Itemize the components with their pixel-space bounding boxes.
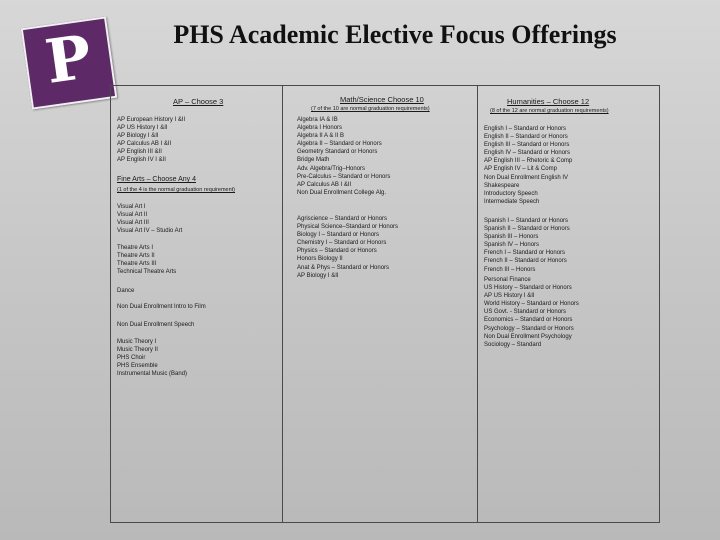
science-list — [297, 215, 398, 280]
list-item: Non Dual Enrollment Psychology — [484, 333, 572, 340]
list-item: AP US History I &II — [484, 293, 535, 300]
list-item: Music Theory II — [117, 347, 158, 354]
list-item: Adv. Algebra/Trig–Honors — [297, 165, 366, 172]
list-item: Agriscience – Standard or Honors — [297, 216, 388, 222]
list-item: AP Biology I &II — [297, 272, 339, 279]
list-item: AP US History I &II — [117, 125, 168, 132]
list-item: Instrumental Music (Band) — [117, 371, 188, 378]
list-item: Intermediate Speech — [484, 198, 540, 205]
list-item: English III – Standard or Honors — [484, 142, 570, 149]
list-item: English IV – Standard or Honors — [484, 150, 571, 157]
list-item: Spanish III – Honors — [484, 234, 539, 241]
list-item: English I – Standard or Honors — [484, 126, 567, 132]
visual-art-list — [117, 203, 182, 235]
logo-letter: P — [41, 22, 96, 98]
math-science-note: (7 of the 10 are normal graduation requirements) — [311, 106, 430, 112]
list-item: Personal Finance — [484, 277, 531, 283]
humanities-note: (8 of the 12 are normal graduation requirements) — [490, 108, 609, 114]
list-item: Shakespeare — [484, 182, 520, 189]
list-item: Visual Art IV – Studio Art — [117, 228, 183, 235]
list-item: PHS Choir — [117, 355, 146, 362]
ap-heading: AP – Choose 3 — [173, 97, 224, 106]
list-item: Spanish I – Standard or Honors — [484, 218, 569, 224]
list-item: Visual Art III — [117, 220, 149, 227]
list-item: AP English III &II — [117, 149, 162, 156]
list-item: AP Biology I &II — [117, 133, 159, 140]
film-item: Non Dual Enrollment Intro to Film — [117, 304, 206, 310]
list-item: Economics – Standard or Honors — [484, 317, 573, 324]
list-item: Algebra II – Standard or Honors — [297, 141, 382, 148]
list-item: AP English III – Rhetoric & Comp — [484, 158, 573, 165]
list-item: Spanish IV – Honors — [484, 242, 540, 249]
list-item: Physics – Standard or Honors — [297, 248, 377, 255]
list-item: AP English IV – Lit & Comp — [484, 166, 557, 173]
fine-arts-heading: Fine Arts – Choose Any 4 — [117, 176, 196, 183]
english-list — [484, 125, 572, 206]
page-title: PHS Academic Elective Focus Offerings — [173, 20, 617, 49]
school-logo — [21, 16, 118, 109]
list-item: Algebra II A & II B — [297, 133, 345, 140]
ap-fine-arts-column — [111, 86, 283, 522]
list-item: Biology I – Standard or Honors — [297, 232, 380, 239]
list-item: Algebra I Honors — [297, 125, 343, 132]
list-item: World History – Standard or Honors — [484, 301, 579, 308]
list-item: Technical Theatre Arts — [117, 269, 177, 276]
list-item: Honors Biology II — [297, 256, 343, 263]
humanities-heading: Humanities – Choose 12 — [507, 97, 590, 106]
list-item: French I – Standard or Honors — [484, 250, 566, 257]
language-list — [484, 217, 570, 274]
list-item: Pre-Calculus – Standard or Honors — [297, 173, 391, 180]
list-item: PHS Ensemble — [117, 363, 158, 370]
social-studies-list — [484, 276, 579, 349]
math-science-heading: Math/Science Choose 10 — [340, 95, 424, 104]
list-item: Geometry Standard or Honors — [297, 149, 378, 156]
list-item: Psychology – Standard or Honors — [484, 325, 574, 332]
list-item: Music Theory I — [117, 339, 157, 345]
speech-item: Non Dual Enrollment Speech — [117, 322, 195, 328]
list-item: Non Dual Enrollment English IV — [484, 174, 569, 181]
list-item: English II – Standard or Honors — [484, 134, 568, 141]
list-item: Theatre Arts III — [117, 261, 157, 268]
list-item: French III – Honors — [484, 266, 536, 273]
dance-item: Dance — [117, 288, 135, 294]
list-item: Non Dual Enrollment College Alg. — [297, 189, 387, 196]
list-item: AP European History I &II — [117, 117, 186, 123]
math-list — [297, 116, 390, 197]
list-item: Visual Art I — [117, 204, 146, 210]
humanities-column — [478, 86, 659, 522]
offerings-table — [110, 85, 660, 523]
list-item: Visual Art II — [117, 212, 148, 219]
math-science-column — [283, 86, 478, 522]
list-item: Spanish II – Standard or Honors — [484, 226, 570, 233]
list-item: French II – Standard or Honors — [484, 258, 567, 265]
list-item: AP Calculus AB I &II — [117, 141, 172, 148]
list-item: AP Calculus AB I &II — [297, 181, 352, 188]
list-item: Introductory Speech — [484, 190, 538, 197]
list-item: Chemistry I – Standard or Honors — [297, 240, 387, 247]
list-item: Anat & Phys – Standard or Honors — [297, 264, 390, 271]
ap-list — [117, 116, 185, 165]
list-item: AP English IV I &II — [117, 157, 166, 164]
fine-arts-note: (1 of the 4 is the normal graduation requirement) — [117, 187, 236, 193]
list-item: US History – Standard or Honors — [484, 285, 572, 292]
list-item: Theatre Arts II — [117, 253, 155, 260]
music-list — [117, 338, 187, 378]
theatre-list — [117, 244, 176, 276]
list-item: Theatre Arts I — [117, 245, 154, 251]
list-item: US Govt. - Standard or Honors — [484, 309, 567, 316]
list-item: Algebra IA & IB — [297, 117, 338, 123]
list-item: Bridge Math — [297, 157, 330, 164]
list-item: Physical Science–Standard or Honors — [297, 224, 399, 231]
list-item: Sociology – Standard — [484, 341, 542, 348]
